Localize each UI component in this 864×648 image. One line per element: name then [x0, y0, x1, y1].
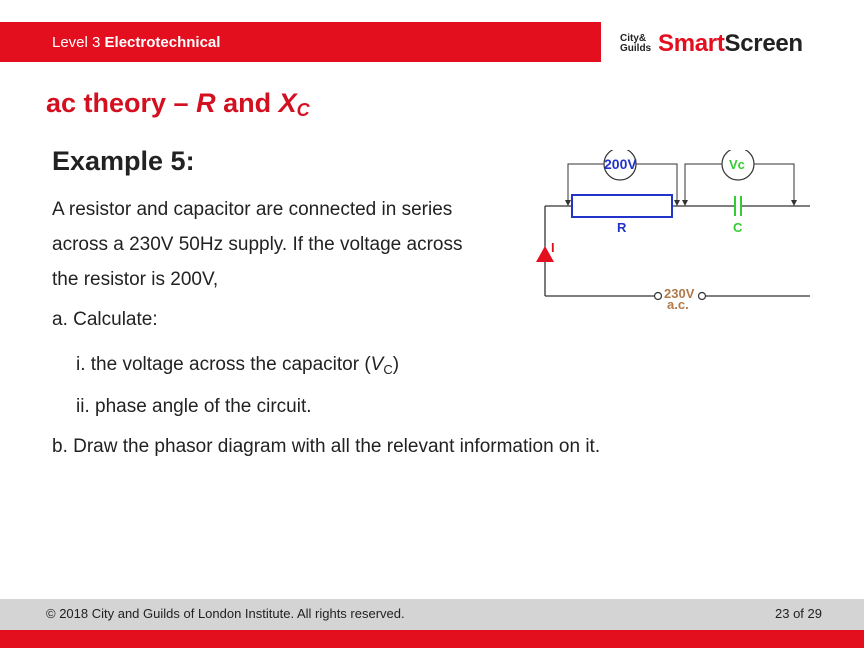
lead-arrow-icon: [791, 200, 797, 206]
level-subject: Electrotechnical: [104, 34, 221, 51]
logo-screen: Screen: [724, 30, 803, 57]
item-i-prefix: i. the voltage across the capacitor (: [76, 354, 371, 375]
city-guilds-logo: [620, 34, 654, 54]
slide-title: [46, 88, 310, 119]
item-i: [76, 354, 399, 376]
resistor-label: R: [617, 220, 627, 235]
item-a: a. Calculate:: [52, 309, 158, 330]
lead-arrow-icon: [674, 200, 680, 206]
item-b: b. Draw the phasor diagram with all the relevant information on it.: [52, 436, 601, 457]
item-i-suffix: ): [392, 354, 400, 375]
supply-terminal-icon: [699, 293, 706, 300]
smartscreen-logo: [620, 28, 803, 60]
voltmeter-r-label: 200V: [604, 156, 637, 172]
supply-terminal-icon: [655, 293, 662, 300]
title-x-sub: C: [296, 100, 310, 120]
course-level: [52, 34, 220, 51]
item-i-var: V: [370, 354, 384, 375]
item-ii: ii. phase angle of the circuit.: [76, 396, 312, 417]
supply-type-label: a.c.: [667, 297, 689, 312]
footer-bar: [0, 599, 864, 630]
paragraph-line: A resistor and capacitor are connected in series: [52, 199, 453, 220]
logo-smart: Smart: [658, 30, 725, 57]
header-bar: [0, 22, 601, 62]
smartscreen-wordmark: [658, 30, 803, 58]
resistor-symbol: [572, 195, 672, 217]
voltmeter-c-label: Vc: [729, 157, 745, 172]
item-i-sub: C: [383, 362, 393, 377]
paragraph-line: the resistor is 200V,: [52, 269, 219, 290]
page-counter: 23 of 29: [775, 606, 822, 621]
supply-voltage-label: 230V: [664, 286, 695, 301]
current-label: I: [551, 240, 555, 255]
question-paragraph: [52, 192, 532, 297]
rc-circuit-diagram: [520, 150, 810, 320]
bottom-accent-bar: [0, 630, 864, 648]
level-prefix: Level 3: [52, 34, 101, 51]
capacitor-symbol: [735, 196, 741, 216]
lead-arrow-icon: [565, 200, 571, 206]
title-r: R: [196, 88, 216, 118]
title-part1: ac theory –: [46, 88, 197, 118]
title-x: X: [278, 88, 297, 118]
example-heading: Example 5:: [52, 146, 195, 176]
logo-line1: City&: [620, 33, 647, 44]
circuit-wires: [545, 206, 810, 296]
logo-line2: Guilds: [620, 43, 652, 54]
copyright-text: © 2018 City and Guilds of London Institute. All rights reserved.: [46, 606, 405, 621]
paragraph-line: across a 230V 50Hz supply. If the voltage across: [52, 234, 463, 255]
title-and: and: [215, 88, 279, 118]
capacitor-label: C: [733, 220, 743, 235]
lead-arrow-icon: [682, 200, 688, 206]
